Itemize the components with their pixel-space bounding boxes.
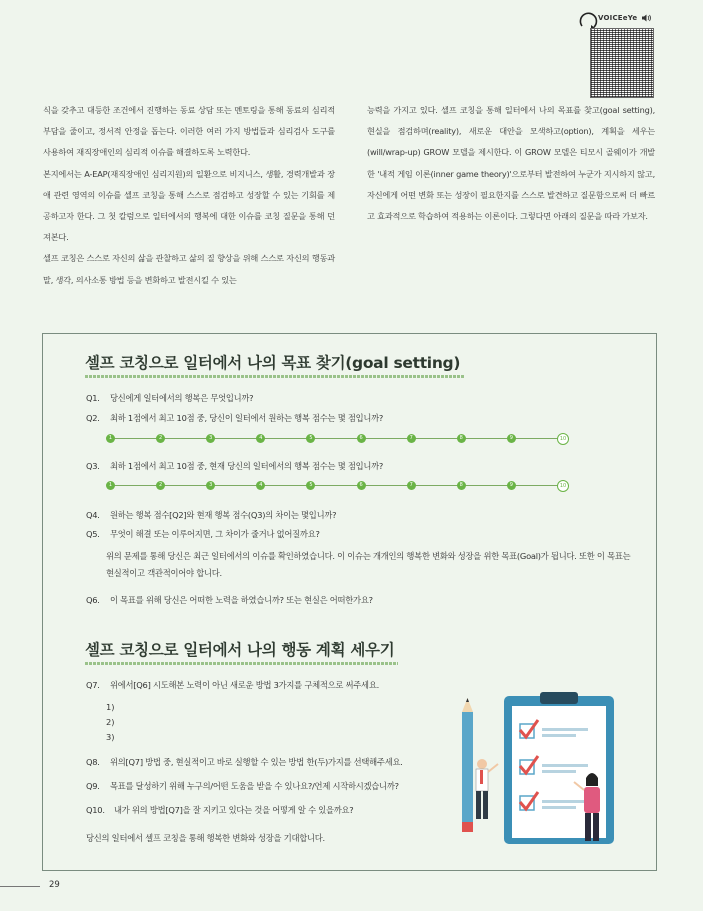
happiness-scale-q3 bbox=[106, 479, 567, 493]
man-figure bbox=[476, 759, 498, 819]
question-q3: Q3. 최하 1점에서 최고 10점 중, 현재 당신의 일터에서의 행복 점수는 몇 점입니까? bbox=[86, 461, 384, 471]
scale-point[interactable]: 1 bbox=[106, 481, 115, 490]
question-q4: Q4. 원하는 행복 점수[Q2]와 현재 행복 점수(Q3)의 차이는 몇입니까? bbox=[86, 510, 337, 520]
scale-point[interactable]: 1 bbox=[106, 434, 115, 443]
footer-rule bbox=[0, 886, 40, 887]
scale-point[interactable]: 5 bbox=[306, 481, 315, 490]
voiceeye-barcode bbox=[590, 28, 654, 98]
scale-point[interactable]: 4 bbox=[256, 481, 265, 490]
pencil-icon bbox=[462, 698, 473, 832]
paragraph: 능력을 가지고 있다. 셀프 코칭을 통해 일터에서 나의 목표를 찾고(goal setting), 현실을 점검하며(reality), 새로운 대안을 모색하고(option), 계획을 세우는(will/wrap-up) GROW 모델을 제시한다. 이 GROW 모델은 티모시 골웨이가 개발한 '내적 게임 이론(inner game theory)'으로부터 발전하여 누군가 지시하지 않고, 자신에게 어떤 변화 또는 성장이 필요한지를 스스로 발견하고 질문함으로써 더 빠르고 효과적으로 학습하여 적용하는 이론이다. 그렇다면 아래의 질문을 따라 가보자. bbox=[367, 105, 655, 222]
voiceeye-label: VOICEeYe bbox=[598, 14, 638, 22]
scale-point[interactable]: 10 bbox=[557, 433, 569, 445]
scale-point[interactable]: 7 bbox=[407, 481, 416, 490]
left-column bbox=[43, 100, 335, 291]
question-q6: Q6. 이 목표를 위해 당신은 어떠한 노력을 하였습니까? 또는 현실은 어떠한가요? bbox=[86, 595, 373, 605]
scale-point[interactable]: 2 bbox=[156, 481, 165, 490]
scale-point[interactable]: 8 bbox=[457, 434, 466, 443]
answer-blank-2: 2) bbox=[106, 717, 115, 727]
question-q2: Q2. 최하 1점에서 최고 10점 중, 당신이 일터에서 원하는 행복 점수는 몇 점입니까? bbox=[86, 413, 384, 423]
scale-point[interactable]: 9 bbox=[507, 481, 516, 490]
section-title-goal: 셀프 코칭으로 일터에서 나의 목표 찾기(goal setting) bbox=[85, 351, 460, 373]
voiceeye-code bbox=[578, 10, 656, 96]
scale-point[interactable]: 3 bbox=[206, 434, 215, 443]
closing-text: 당신의 일터에서 셀프 코칭을 통해 행복한 변화와 성장을 기대합니다. bbox=[86, 833, 325, 843]
speaker-icon bbox=[642, 14, 652, 22]
question-q1: Q1. 당신에게 일터에서의 행복은 무엇입니까? bbox=[86, 393, 254, 403]
scale-point[interactable]: 10 bbox=[557, 480, 569, 492]
scale-point[interactable]: 6 bbox=[357, 481, 366, 490]
page-number: 29 bbox=[49, 880, 60, 890]
paragraph: 식을 갖추고 대등한 조건에서 진행하는 동료 상담 또는 멘토링을 통해 동료의 심리적 부담을 줄이고, 정서적 안정을 돕는다. 이러한 여러 가지 방법들과 심리검사 도구를 사용하여 재직장애인의 심리적 이슈를 해결하도록 노력한다. bbox=[43, 105, 335, 158]
question-q9: Q9. 목표를 달성하기 위해 누구의/어떤 도움을 받을 수 있나요?/언제 시작하시겠습니까? bbox=[86, 781, 399, 791]
answer-blank-3: 3) bbox=[106, 732, 115, 742]
question-q7: Q7. 위에서[Q6] 시도해본 노력이 아닌 새로운 방법 3가지를 구체적으로 써주세요. bbox=[86, 680, 379, 690]
scale-point[interactable]: 2 bbox=[156, 434, 165, 443]
scale-point[interactable]: 4 bbox=[256, 434, 265, 443]
question-q5: Q5. 무엇이 해결 또는 이루어지면, 그 차이가 줄거나 없어질까요? bbox=[86, 529, 320, 539]
scale-point[interactable]: 8 bbox=[457, 481, 466, 490]
section-title-action-plan: 셀프 코칭으로 일터에서 나의 행동 계획 세우기 bbox=[85, 638, 394, 660]
right-column bbox=[367, 100, 655, 227]
question-q8: Q8. 위의[Q7] 방법 중, 현실적이고 바로 실행할 수 있는 방법 한(두)가지를 선택해주세요. bbox=[86, 757, 403, 767]
scale-point[interactable]: 7 bbox=[407, 434, 416, 443]
happiness-scale-q2 bbox=[106, 432, 567, 446]
checklist-illustration bbox=[458, 690, 628, 850]
scale-point[interactable]: 6 bbox=[357, 434, 366, 443]
scale-point[interactable]: 3 bbox=[206, 481, 215, 490]
goal-note: 위의 문제를 통해 당신은 최근 일터에서의 이슈를 확인하였습니다. 이 이슈는 개개인의 행복한 변화와 성장을 위한 목표(Goal)가 됩니다. 또한 이 목표는 현실적이고 객관적이어야 합니다. bbox=[106, 551, 631, 578]
paragraph: 셀프 코칭은 스스로 자신의 삶을 관찰하고 삶의 질 향상을 위해 스스로 자신의 행동과 말, 생각, 의사소통 방법 등을 변화하고 발전시킬 수 있는 bbox=[43, 253, 335, 285]
scale-point[interactable]: 5 bbox=[306, 434, 315, 443]
answer-blank-1: 1) bbox=[106, 702, 115, 712]
scale-point[interactable]: 9 bbox=[507, 434, 516, 443]
paragraph: 본지에서는 A-EAP(재직장애인 심리지원)의 일환으로 비지니스, 생활, 경력개발과 장애 관련 영역의 이슈를 셀프 코칭을 통해 스스로 점검하고 성장할 수 있는 기회를 제공하고자 한다. 그 첫 칼럼으로 일터에서의 행복에 대한 이슈를 코칭 질문을 통해 던져본다. bbox=[43, 168, 335, 243]
question-q10: Q10. 내가 위의 방법[Q7]을 잘 지키고 있다는 것을 어떻게 알 수 있을까요? bbox=[86, 805, 354, 815]
